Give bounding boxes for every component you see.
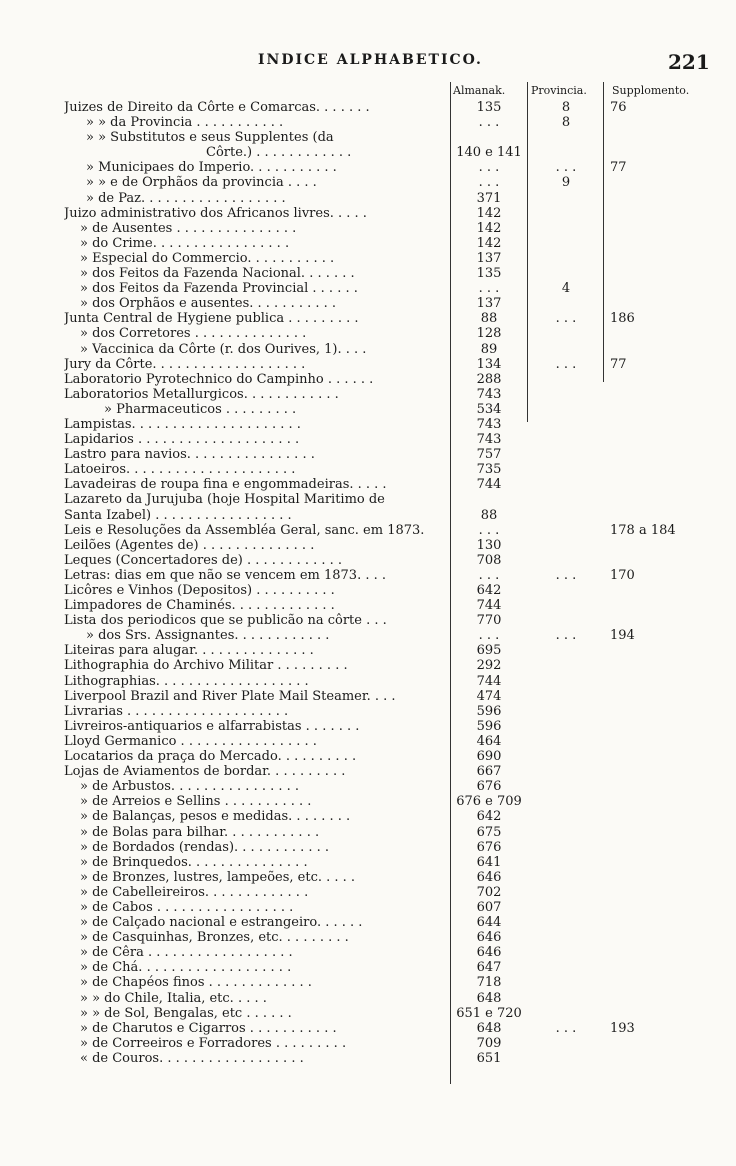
entry-almanak-ref: 135 (476, 266, 502, 282)
index-entry (0, 508, 736, 523)
entry-almanak-ref: . . . (478, 160, 500, 176)
entry-supplemento-ref: 77 (610, 356, 627, 372)
entry-label: » dos Srs. Assignantes. . . . . . . . . . . . (86, 628, 330, 644)
entry-almanak-ref: 288 (476, 371, 502, 387)
entry-provincia-ref: . . . (555, 311, 577, 327)
entry-label: Locatarios da praça do Mercado. . . . . . . . . . (64, 749, 357, 765)
entry-almanak-ref: . . . (478, 567, 500, 583)
entry-almanak-ref: 770 (476, 613, 502, 629)
entry-almanak-ref: 709 (476, 1035, 502, 1051)
entry-almanak-ref: 744 (476, 598, 502, 614)
entry-almanak-ref: 743 (476, 432, 502, 448)
index-entry (0, 613, 736, 628)
entry-label: » de Bordados (rendas). . . . . . . . . . . . (80, 839, 330, 855)
entry-label: » dos Orphãos e ausentes. . . . . . . . . . . (80, 296, 337, 312)
entry-almanak-ref: 88 (480, 507, 498, 523)
index-entry (0, 689, 736, 704)
entry-almanak-ref: 648 (476, 1020, 502, 1036)
entry-label: Lavadeiras de roupa fina e engommadeiras. . . . . (64, 477, 387, 493)
entry-almanak-ref: 695 (476, 643, 502, 659)
entry-label: Juizo administrativo dos Africanos livres. . . . . (64, 205, 367, 221)
entry-supplemento-ref: 170 (610, 567, 635, 583)
entry-label: Juizes de Direito da Côrte e Comarcas. . . . . . . (64, 100, 370, 115)
entry-label: Latoeiros. . . . . . . . . . . . . . . . . . . . . (64, 462, 296, 478)
index-entry (0, 809, 736, 824)
index-entry (0, 432, 736, 447)
entry-almanak-ref: 676 e 709 (456, 794, 522, 810)
entry-label: » de Arbustos. . . . . . . . . . . . . . . . (80, 779, 300, 795)
index-entry (0, 417, 736, 432)
entry-almanak-ref: 464 (476, 733, 502, 749)
entry-label: Livrarias . . . . . . . . . . . . . . . . . . . . (64, 703, 289, 719)
entry-almanak-ref: 743 (476, 416, 502, 432)
entry-almanak-ref: 128 (476, 326, 502, 342)
entry-label: Leilões (Agentes de) . . . . . . . . . . . . . . (64, 537, 315, 553)
entry-provincia-ref: . . . (555, 628, 577, 644)
entry-label: Lista dos periodicos que se publicão na côrte . . . (64, 613, 387, 629)
entry-label: » » do Chile, Italia, etc. . . . . (80, 990, 267, 1006)
entry-almanak-ref: 675 (476, 824, 502, 840)
index-entry (0, 1006, 736, 1021)
index-entry (0, 236, 736, 251)
entry-label: » de Arreios e Sellins . . . . . . . . . . . (80, 794, 312, 810)
entry-label: » de Paz. . . . . . . . . . . . . . . . . . (86, 190, 286, 206)
entry-almanak-ref: 292 (476, 658, 502, 674)
entry-label: Letras: dias em que não se vencem em 1873. . . . (64, 567, 386, 583)
entry-almanak-ref: 744 (476, 477, 502, 493)
index-entry (0, 191, 736, 206)
index-entry (0, 840, 736, 855)
index-entry (0, 568, 736, 583)
index-entry (0, 885, 736, 900)
entry-label: » de Chapéos finos . . . . . . . . . . . . . (80, 975, 312, 991)
entry-label: » de Cabelleireiros. . . . . . . . . . . . . (80, 884, 309, 900)
entry-almanak-ref: 534 (476, 401, 502, 417)
entry-label: Laboratorios Metallurgicos. . . . . . . . . . . . (64, 386, 339, 402)
index-entry (0, 658, 736, 673)
entry-almanak-ref: . . . (478, 628, 500, 644)
column-header-provincia: Provincia. (531, 84, 587, 97)
entry-almanak-ref: 140 e 141 (456, 145, 522, 161)
entry-supplemento-ref: 194 (610, 628, 635, 644)
entry-almanak-ref: 142 (476, 220, 502, 236)
entry-almanak-ref: 667 (476, 764, 502, 780)
entry-label: » de Balanças, pesos e medidas. . . . . . . . (80, 809, 351, 825)
entry-provincia-ref: . . . (555, 160, 577, 176)
entry-label: » de Bronzes, lustres, lampeões, etc. . . . . (80, 869, 356, 885)
index-entry (0, 100, 736, 115)
entry-label: » de Ausentes . . . . . . . . . . . . . . . (80, 220, 297, 236)
entry-label: » de Chá. . . . . . . . . . . . . . . . . . . (80, 960, 292, 976)
index-entry (0, 206, 736, 221)
entry-label: Jury da Côrte. . . . . . . . . . . . . . . . . . . (64, 356, 306, 372)
entry-almanak-ref: 142 (476, 235, 502, 251)
entry-label: Leis e Resoluções da Assembléa Geral, sanc. em 1873. (64, 522, 425, 538)
index-entry (0, 160, 736, 175)
entry-almanak-ref: 142 (476, 205, 502, 221)
index-entry (0, 387, 736, 402)
entry-label: Livreiros-antiquarios e alfarrabistas . . . . . . . (64, 718, 360, 734)
page-number: 221 (668, 50, 710, 74)
entry-supplemento-ref: 76 (610, 100, 627, 115)
index-entry (0, 1021, 736, 1036)
column-header-almanak: Almanak. (453, 84, 506, 97)
entry-almanak-ref: 743 (476, 386, 502, 402)
entry-almanak-ref: 676 (476, 779, 502, 795)
entry-label: Lastro para navios. . . . . . . . . . . . . . . . (64, 447, 315, 463)
entry-label: » Especial do Commercio. . . . . . . . . . . (80, 250, 335, 266)
entry-label: Junta Central de Hygiene publica . . . . . . . . . (64, 311, 359, 327)
entry-label: Santa Izabel) . . . . . . . . . . . . . . . . . (64, 507, 292, 523)
entry-almanak-ref: 137 (476, 296, 502, 312)
index-entry (0, 855, 736, 870)
index-entry (0, 870, 736, 885)
index-entry (0, 704, 736, 719)
index-entry (0, 553, 736, 568)
index-entry (0, 628, 736, 643)
index-entry (0, 447, 736, 462)
entry-label: » dos Feitos da Fazenda Provincial . . . . . . (80, 281, 358, 297)
entry-label: » de Correeiros e Forradores . . . . . . . . . (80, 1035, 347, 1051)
entry-provincia-ref: . . . (555, 356, 577, 372)
index-entry (0, 719, 736, 734)
index-entry (0, 794, 736, 809)
entry-label: Liteiras para alugar. . . . . . . . . . . . . . . (64, 643, 314, 659)
index-entry (0, 900, 736, 915)
index-entry (0, 492, 736, 507)
index-entry (0, 251, 736, 266)
entry-label: Lapidarios . . . . . . . . . . . . . . . . . . . . (64, 432, 300, 448)
index-entry (0, 221, 736, 236)
entry-label: » de Charutos e Cigarros . . . . . . . . . . . (80, 1020, 337, 1036)
index-entry (0, 175, 736, 190)
entry-supplemento-ref: 186 (610, 311, 635, 327)
index-entry (0, 749, 736, 764)
entry-label: Limpadores de Chaminés. . . . . . . . . . . . . (64, 598, 335, 614)
entry-almanak-ref: . . . (478, 115, 500, 131)
index-entry (0, 915, 736, 930)
entry-almanak-ref: 596 (476, 718, 502, 734)
entry-almanak-ref: 135 (476, 100, 502, 115)
entry-label: » dos Feitos da Fazenda Nacional. . . . . . . (80, 266, 355, 282)
entry-label: » » Substitutos e seus Supplentes (da (86, 130, 334, 146)
entry-almanak-ref: 644 (476, 915, 502, 931)
entry-label: » de Brinquedos. . . . . . . . . . . . . . . (80, 854, 308, 870)
entry-almanak-ref: 474 (476, 688, 502, 704)
entry-almanak-ref: 371 (476, 190, 502, 206)
entry-almanak-ref: 690 (476, 749, 502, 765)
index-entry (0, 583, 736, 598)
index-entry (0, 266, 736, 281)
entry-almanak-ref: 596 (476, 703, 502, 719)
index-entry (0, 372, 736, 387)
entry-almanak-ref: . . . (478, 522, 500, 538)
index-entry (0, 342, 736, 357)
entry-almanak-ref: 642 (476, 583, 502, 598)
entry-provincia-ref: 9 (561, 175, 571, 191)
entry-label: » Pharmaceuticos . . . . . . . . . (104, 401, 297, 417)
page-title: INDICE ALPHABETICO. (258, 52, 483, 68)
entry-almanak-ref: 642 (476, 809, 502, 825)
entry-almanak-ref: 641 (476, 854, 502, 870)
index-entry (0, 326, 736, 341)
entry-label: » dos Corretores . . . . . . . . . . . . . . (80, 326, 307, 342)
entry-almanak-ref: . . . (478, 175, 500, 191)
index-entry (0, 930, 736, 945)
entry-label: Lithographias. . . . . . . . . . . . . . . . . . . (64, 673, 309, 689)
index-entry (0, 991, 736, 1006)
entry-label: Licôres e Vinhos (Depositos) . . . . . . . . . . (64, 583, 335, 598)
index-entry (0, 734, 736, 749)
index-entry (0, 975, 736, 990)
entry-almanak-ref: 646 (476, 869, 502, 885)
entry-label: Lampistas. . . . . . . . . . . . . . . . . . . . . (64, 416, 301, 432)
entry-almanak-ref: 744 (476, 673, 502, 689)
entry-label: » de Cabos . . . . . . . . . . . . . . . . . (80, 899, 294, 915)
entry-almanak-ref: 757 (476, 447, 502, 463)
entry-almanak-ref: 646 (476, 945, 502, 961)
entry-label: Lloyd Germanico . . . . . . . . . . . . . . . . . (64, 733, 317, 749)
entry-provincia-ref: 8 (561, 115, 571, 131)
entry-label: Lojas de Aviamentos de bordar. . . . . . . . . . (64, 764, 346, 780)
entry-label: » de Cêra . . . . . . . . . . . . . . . . . . (80, 945, 293, 961)
index-entry (0, 1036, 736, 1051)
index-entry (0, 960, 736, 975)
index-entry (0, 674, 736, 689)
index-entry (0, 281, 736, 296)
index-entry (0, 1051, 736, 1066)
entry-label: Côrte.) . . . . . . . . . . . . (206, 145, 352, 161)
entry-almanak-ref: 651 (476, 1050, 502, 1066)
entry-provincia-ref: . . . (555, 1020, 577, 1036)
entry-label: Leques (Concertadores de) . . . . . . . . . . . . (64, 552, 343, 568)
index-entry (0, 462, 736, 477)
column-header-supplemento: Supplomento. (612, 84, 690, 97)
entry-label: Lazareto da Jurujuba (hoje Hospital Maritimo de (64, 492, 385, 508)
entry-almanak-ref: 89 (480, 341, 498, 357)
entry-almanak-ref: . . . (478, 281, 500, 297)
entry-almanak-ref: 646 (476, 930, 502, 946)
entry-supplemento-ref: 193 (610, 1020, 635, 1036)
index-entry (0, 779, 736, 794)
index-entry (0, 945, 736, 960)
entry-provincia-ref: 4 (561, 281, 571, 297)
entry-almanak-ref: 134 (476, 356, 502, 372)
entry-label: Liverpool Brazil and River Plate Mail Steamer. . . . (64, 688, 396, 704)
entry-label: » » de Sol, Bengalas, etc . . . . . . (80, 1005, 292, 1021)
entry-label: Lithographia do Archivo Militar . . . . . . . . . (64, 658, 348, 674)
index-entry (0, 357, 736, 372)
index-entry (0, 477, 736, 492)
entry-almanak-ref: 708 (476, 552, 502, 568)
index-entry (0, 538, 736, 553)
entry-provincia-ref: . . . (555, 567, 577, 583)
index-entry (0, 825, 736, 840)
entry-almanak-ref: 88 (480, 311, 498, 327)
entry-almanak-ref: 676 (476, 839, 502, 855)
entry-label: » de Casquinhas, Bronzes, etc. . . . . . . . . (80, 930, 349, 946)
entry-provincia-ref: 8 (561, 100, 571, 115)
index-entry (0, 598, 736, 613)
entry-label: Laboratorio Pyrotechnico do Campinho . . . . . . (64, 371, 374, 387)
index-entry (0, 296, 736, 311)
entry-label: » » da Provincia . . . . . . . . . . . (86, 115, 284, 131)
entry-almanak-ref: 130 (476, 537, 502, 553)
entry-almanak-ref: 648 (476, 990, 502, 1006)
entry-label: » de Bolas para bilhar. . . . . . . . . . . . (80, 824, 320, 840)
index-entry (0, 402, 736, 417)
entry-label: » do Crime. . . . . . . . . . . . . . . . . (80, 235, 290, 251)
index-entry (0, 643, 736, 658)
entry-almanak-ref: 718 (476, 975, 502, 991)
index-entry (0, 523, 736, 538)
entry-almanak-ref: 702 (476, 884, 502, 900)
entry-supplemento-ref: 178 a 184 (610, 522, 676, 538)
entry-label: » Vaccinica da Côrte (r. dos Ourives, 1). . . . (80, 341, 367, 357)
index-entry (0, 764, 736, 779)
index-entry (0, 115, 736, 130)
entry-label: » de Calçado nacional e estrangeiro. . . . . . (80, 915, 363, 931)
entry-label: » Municipaes do Imperio. . . . . . . . . . . (86, 160, 337, 176)
entry-almanak-ref: 137 (476, 250, 502, 266)
entry-supplemento-ref: 77 (610, 160, 627, 176)
entry-almanak-ref: 647 (476, 960, 502, 976)
entry-label: « de Couros. . . . . . . . . . . . . . . . . . (80, 1050, 304, 1066)
entry-almanak-ref: 607 (476, 899, 502, 915)
index-entry (0, 145, 736, 160)
index-entries (0, 100, 736, 1066)
entry-label: » » e de Orphãos da provincia . . . . (86, 175, 317, 191)
entry-almanak-ref: 651 e 720 (456, 1005, 522, 1021)
index-entry (0, 130, 736, 145)
index-entry (0, 311, 736, 326)
entry-almanak-ref: 735 (476, 462, 502, 478)
